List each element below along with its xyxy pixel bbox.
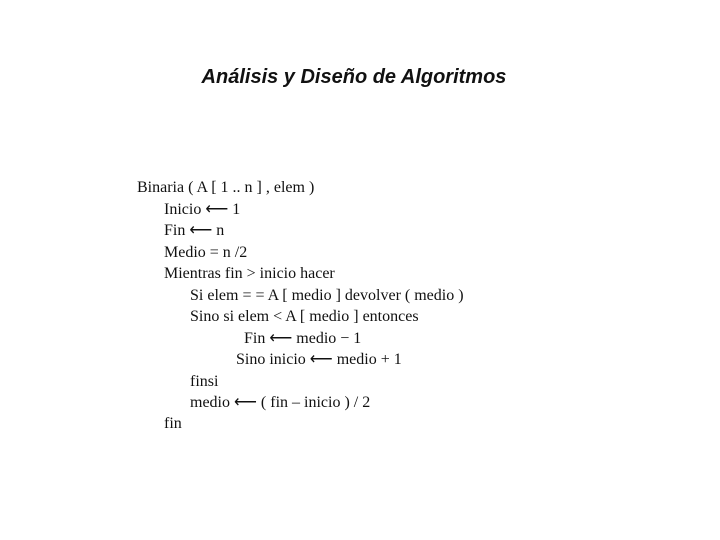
code-line-medio-assign: Medio = n /2 bbox=[164, 244, 248, 261]
code-line-medio-update: medio ⟵ ( fin – inicio ) / 2 bbox=[190, 394, 371, 411]
code-line-else: Sino inicio ⟵ medio + 1 bbox=[236, 351, 402, 368]
code-line-if: Si elem = = A [ medio ] devolver ( medio ) bbox=[190, 287, 464, 304]
code-line-fin-assign: Fin ⟵ n bbox=[164, 222, 225, 239]
code-line-endif: finsi bbox=[190, 373, 219, 390]
code-line-else-if: Sino si elem < A [ medio ] entonces bbox=[190, 308, 419, 325]
code-line-signature: Binaria ( A [ 1 .. n ] , elem ) bbox=[137, 179, 315, 196]
slide-title: Análisis y Diseño de Algoritmos bbox=[201, 66, 507, 88]
code-line-inicio-assign: Inicio ⟵ 1 bbox=[164, 201, 241, 218]
code-line-fin-update: Fin ⟵ medio − 1 bbox=[244, 330, 362, 347]
code-line-while: Mientras fin > inicio hacer bbox=[164, 265, 335, 282]
code-line-end: fin bbox=[164, 415, 182, 432]
